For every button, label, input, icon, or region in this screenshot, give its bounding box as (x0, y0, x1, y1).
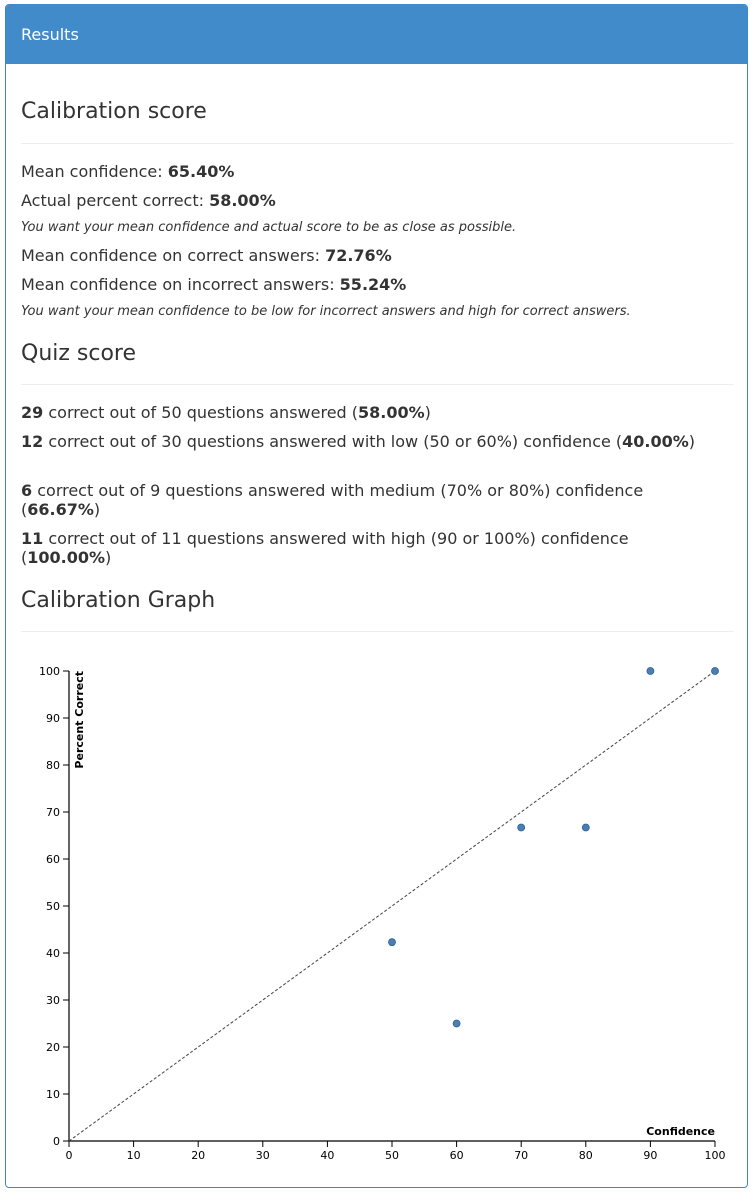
y-tick-label: 90 (46, 712, 60, 725)
mean-confidence-incorrect-value: 55.24% (339, 275, 407, 294)
y-tick-label: 40 (46, 947, 60, 960)
y-axis-label: Percent Correct (73, 671, 86, 769)
mean-confidence-value: 65.40% (167, 162, 235, 181)
data-point (518, 824, 525, 831)
actual-percent-correct: Actual percent correct: 58.00% (21, 191, 276, 210)
divider (21, 384, 734, 385)
x-tick-label: 30 (255, 1149, 270, 1162)
calibration-graph-heading: Calibration Graph (21, 588, 216, 613)
calibration-note: You want your mean confidence and actual score to be as close as possible. (21, 220, 517, 235)
x-tick-label: 10 (126, 1149, 141, 1162)
x-axis-label: Confidence (646, 1125, 715, 1138)
divider (21, 143, 734, 144)
y-tick-label: 0 (53, 1135, 60, 1148)
divider (21, 631, 734, 632)
quiz-row-total: 29 correct out of 50 questions answered (58.00%) (21, 403, 431, 422)
data-point (389, 939, 396, 946)
y-tick-label: 80 (46, 759, 60, 772)
mean-confidence-correct-value: 72.76% (325, 246, 392, 265)
y-tick-label: 30 (46, 994, 60, 1007)
calibration-score-heading: Calibration score (21, 99, 207, 124)
confidence-note: You want your mean confidence to be low for incorrect answers and high for correct answers. (21, 304, 631, 319)
data-point (582, 824, 589, 831)
data-point (712, 668, 719, 675)
y-tick-label: 20 (46, 1041, 60, 1054)
mean-confidence: Mean confidence: 65.40% (21, 162, 235, 181)
quiz-row-high: 11 correct out of 11 questions answered with high (90 or 100%) confidence (100.00%) (21, 529, 629, 567)
y-tick-label: 100 (39, 665, 60, 678)
y-tick-label: 10 (46, 1088, 60, 1101)
y-tick-label: 60 (46, 853, 60, 866)
data-point (453, 1020, 460, 1027)
mean-confidence-correct: Mean confidence on correct answers: 72.76% (21, 246, 392, 265)
x-tick-label: 60 (449, 1149, 464, 1162)
quiz-row-low: 12 correct out of 30 questions answered with low (50 or 60%) confidence (40.00%) (21, 432, 696, 451)
y-tick-label: 70 (46, 806, 60, 819)
x-tick-label: 40 (320, 1149, 335, 1162)
x-tick-label: 70 (514, 1149, 529, 1162)
x-tick-label: 80 (578, 1149, 593, 1162)
x-tick-label: 20 (191, 1149, 206, 1162)
results-panel (5, 4, 748, 1188)
x-tick-label: 0 (65, 1149, 73, 1162)
calibration-chart (31, 655, 731, 1175)
y-tick-label: 50 (46, 900, 60, 913)
quiz-row-medium: 6 correct out of 9 questions answered with medium (70% or 80%) confidence (66.67%) (21, 481, 644, 519)
x-tick-label: 100 (704, 1149, 726, 1162)
panel-title: Results (6, 5, 747, 64)
perfect-calibration-line (69, 671, 715, 1141)
data-point (647, 668, 654, 675)
quiz-score-heading: Quiz score (21, 341, 137, 366)
actual-percent-value: 58.00% (209, 191, 276, 210)
x-tick-label: 90 (643, 1149, 658, 1162)
mean-confidence-incorrect: Mean confidence on incorrect answers: 55.24% (21, 275, 407, 294)
x-tick-label: 50 (385, 1149, 399, 1162)
